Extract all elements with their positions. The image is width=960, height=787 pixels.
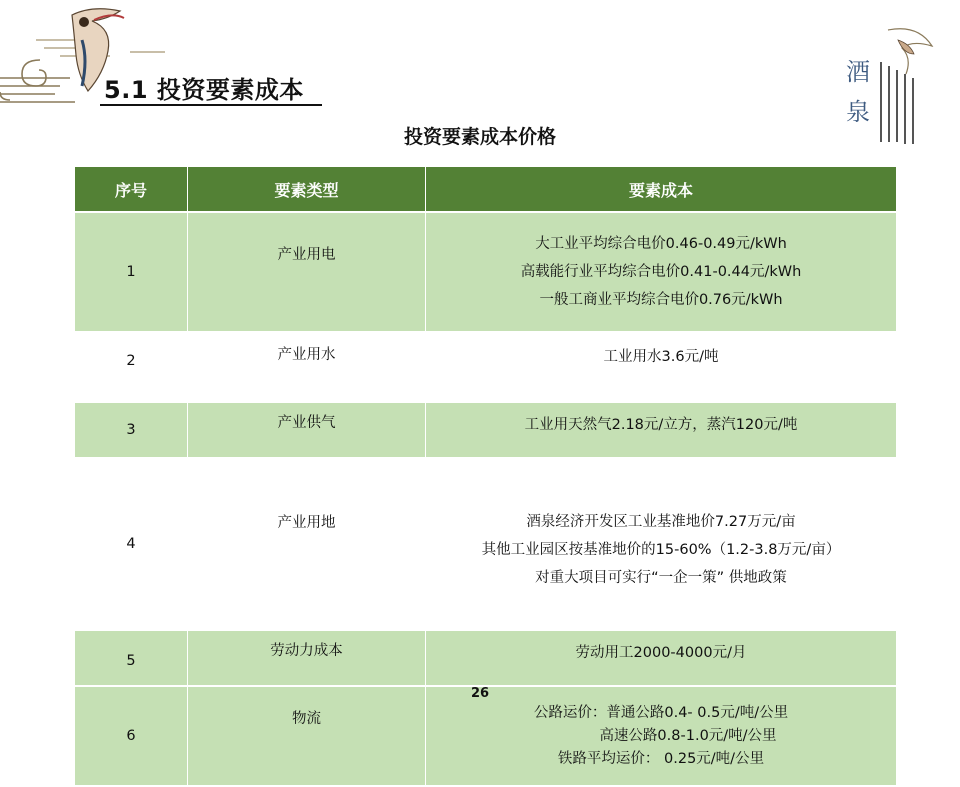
cost-line: 高载能行业平均综合电价0.41-0.44元/kWh <box>520 264 802 280</box>
section-title: 5.1 投资要素成本 <box>104 76 304 104</box>
table-row <box>75 212 897 332</box>
cost-line: 工业用水3.6元/吨 <box>603 349 719 365</box>
cost-line: 公路运价：普通公路0.4- 0.5元/吨/公里 <box>533 704 789 721</box>
header-index: 序号 <box>75 167 188 213</box>
row-index: 6 <box>75 686 188 786</box>
cost-line: 一般工商业平均综合电价0.76元/kWh <box>539 292 783 308</box>
table-row <box>75 686 897 786</box>
table-row <box>75 630 897 686</box>
table-row <box>75 332 897 402</box>
title-underline <box>100 104 322 106</box>
cost-line: 大工业平均综合电价0.46-0.49元/kWh <box>535 236 787 252</box>
cost-line: 酒泉经济开发区工业基准地价7.27万元/亩 <box>526 514 796 530</box>
logo-char-2: 泉 <box>846 98 870 126</box>
row-type: 产业用水 <box>188 332 426 402</box>
cost-line: 对重大项目可实行“一企一策” 供地政策 <box>535 570 787 586</box>
table-caption: 投资要素成本价格 <box>403 126 556 148</box>
row-index: 3 <box>75 402 188 458</box>
table-row <box>75 402 897 458</box>
row-type: 产业用地 <box>188 458 426 630</box>
row-cost <box>426 402 897 458</box>
logo-char-1: 酒 <box>846 58 870 86</box>
row-index: 2 <box>75 332 188 402</box>
cost-line: 工业用天然气2.18元/立方，蒸汽120元/吨 <box>524 417 798 433</box>
row-index: 5 <box>75 630 188 686</box>
table-row <box>75 458 897 630</box>
row-cost <box>426 332 897 402</box>
row-cost <box>426 630 897 686</box>
row-type: 劳动力成本 <box>188 630 426 686</box>
row-cost <box>426 458 897 630</box>
row-type: 产业供气 <box>188 402 426 458</box>
row-cost <box>426 686 897 786</box>
cost-line: 高速公路0.8-1.0元/吨/公里 <box>599 727 777 744</box>
page-number: 26 <box>470 686 490 701</box>
header-type: 要素类型 <box>188 167 426 213</box>
row-cost <box>426 212 897 332</box>
row-type: 产业用电 <box>188 212 426 332</box>
row-index: 4 <box>75 458 188 630</box>
cost-line: 铁路平均运价： 0.25元/吨/公里 <box>557 750 765 767</box>
cost-line: 劳动用工2000-4000元/月 <box>575 645 747 661</box>
table-header-row <box>75 167 897 213</box>
header-cost: 要素成本 <box>426 167 897 213</box>
row-type: 物流 <box>188 686 426 786</box>
cost-line: 其他工业园区按基准地价的15-60%（1.2-3.8万元/亩） <box>481 542 841 558</box>
row-index: 1 <box>75 212 188 332</box>
